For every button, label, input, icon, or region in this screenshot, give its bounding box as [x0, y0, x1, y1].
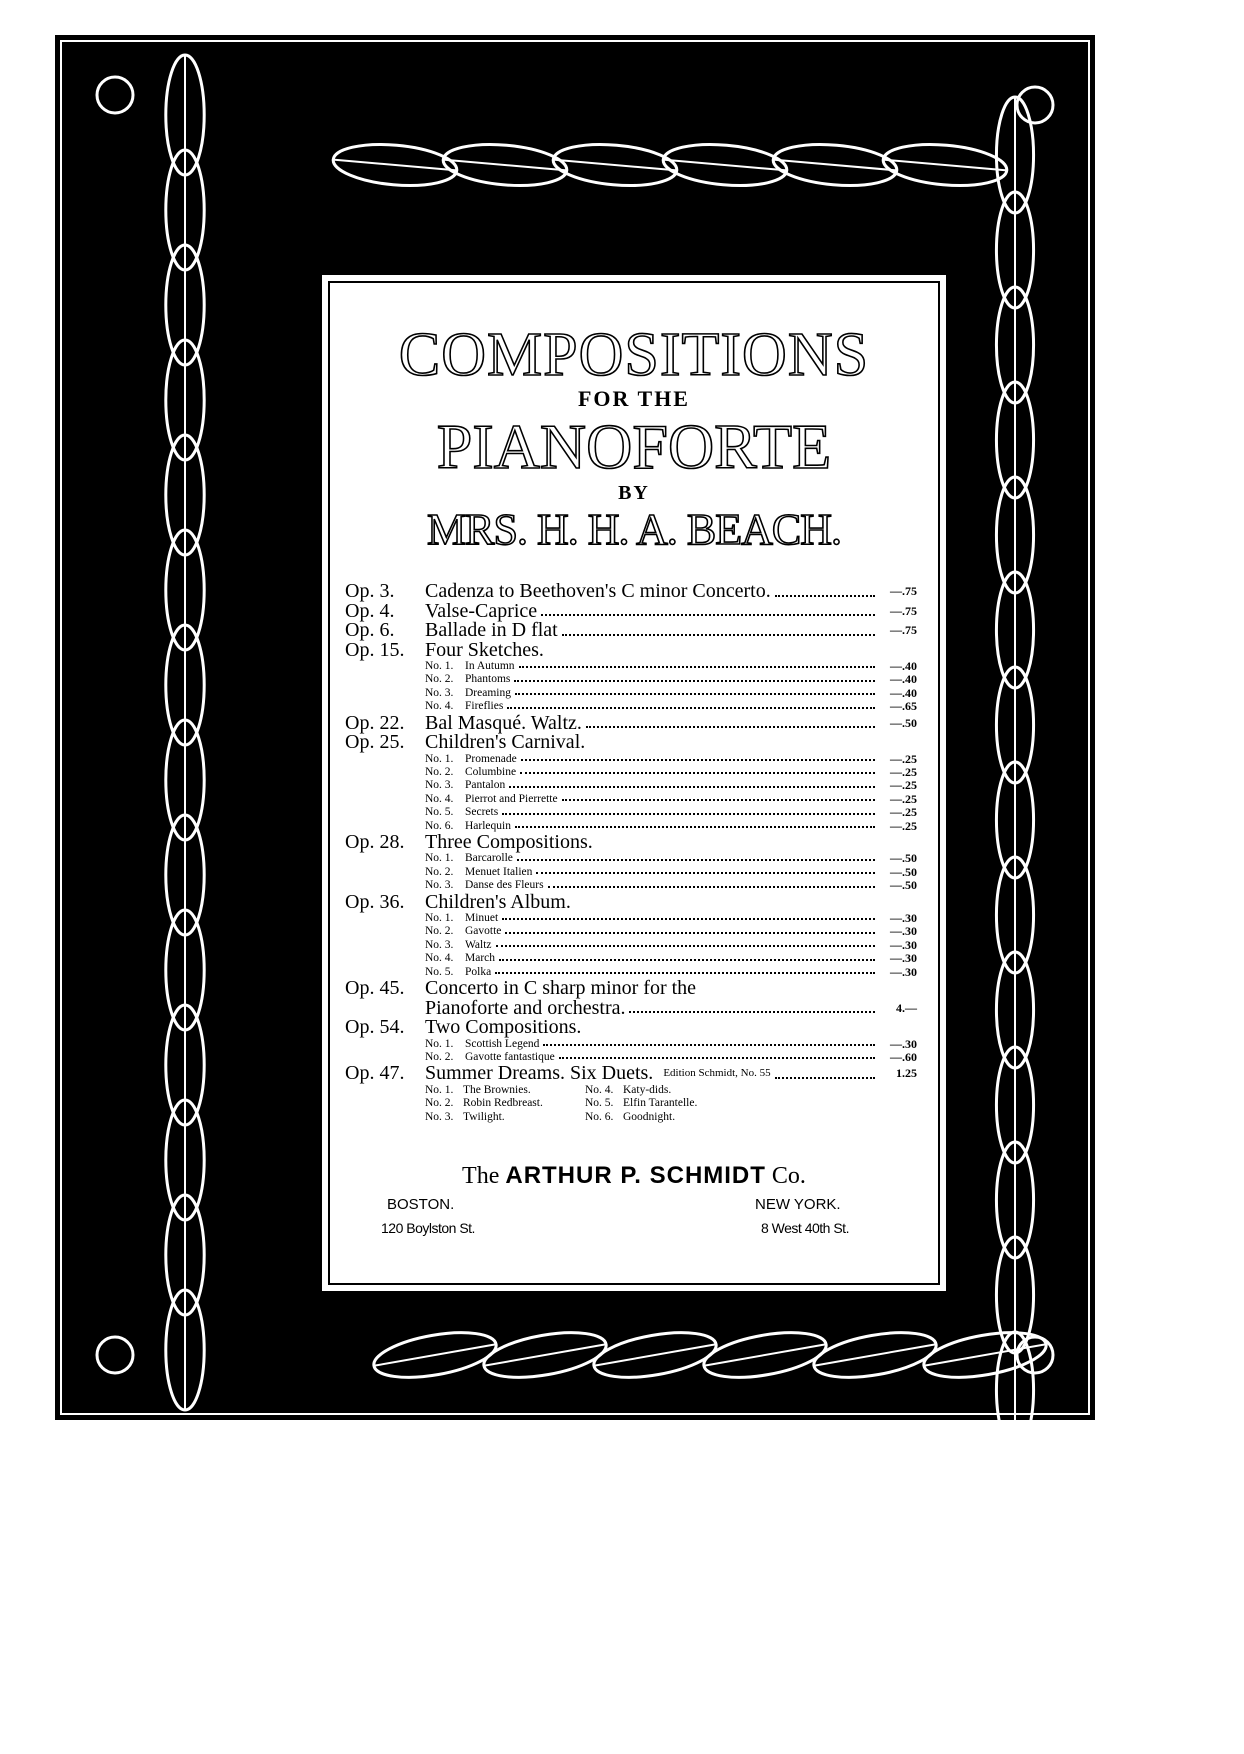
leader-dots	[519, 666, 875, 668]
price: —.25	[890, 805, 917, 820]
opus-number: Op. 4.	[345, 599, 395, 622]
item-title: In Autumn	[465, 660, 515, 672]
price: —.25	[890, 751, 917, 766]
item-title: Secrets	[465, 806, 499, 819]
sub-item-row	[345, 687, 917, 700]
leader-dots	[629, 1011, 875, 1013]
item-title: Phantoms	[465, 673, 511, 686]
sub-item-row	[345, 925, 917, 938]
sub-item-row	[345, 753, 917, 766]
item-title: Pantalon	[465, 779, 506, 792]
item-title: Dreaming	[465, 686, 511, 699]
work-row	[345, 1018, 917, 1038]
price: —.75	[890, 584, 917, 598]
leaf-icon	[552, 140, 679, 190]
leaf-icon	[370, 1325, 499, 1386]
leader-dots	[562, 799, 875, 801]
leader-dots	[515, 693, 875, 695]
work-title: Four Sketches.	[425, 638, 544, 661]
leader-dots	[517, 859, 875, 861]
leader-dots	[536, 872, 875, 874]
item-title: Barcarolle	[465, 852, 513, 865]
leaf-icon	[772, 140, 899, 190]
address-boston: 120 Boylston St.	[381, 1220, 475, 1236]
leader-dots	[514, 680, 875, 682]
sub-item-row	[345, 793, 917, 806]
opus-number: Op. 54.	[345, 1016, 405, 1039]
publisher-co: Co.	[771, 1163, 806, 1189]
price: —.25	[890, 818, 917, 833]
leaf-icon	[662, 140, 789, 190]
sub-item-row	[345, 806, 917, 819]
work-row	[345, 1064, 917, 1084]
item-number: No. 2.	[425, 1050, 454, 1063]
price: —.25	[890, 778, 917, 793]
sub-item-row	[345, 912, 917, 925]
item-number: No. 5.	[425, 965, 454, 978]
price: 1.25	[896, 1066, 917, 1081]
work-title: Summer Dreams. Six Duets.	[425, 1062, 654, 1085]
item-title: Gavotte fantastique	[465, 1050, 555, 1063]
opus-number: Op. 36.	[345, 890, 405, 913]
price: —.50	[890, 864, 917, 879]
leader-dots	[559, 1057, 875, 1059]
item-number: No. 2.	[425, 925, 454, 938]
work-row	[345, 582, 917, 602]
sub-item-row	[345, 939, 917, 952]
leader-dots	[586, 726, 875, 728]
item-number: No. 4.	[425, 700, 454, 713]
leader-dots	[502, 918, 875, 920]
duet-title: Elfin Tarantelle.	[623, 1097, 698, 1110]
duet-number: No. 6.	[585, 1111, 614, 1123]
item-title: Scottish Legend	[465, 1037, 540, 1050]
item-number: No. 2.	[425, 865, 454, 878]
title-pianoforte: PIANOFORTE	[436, 411, 832, 482]
duet-number: No. 5.	[585, 1097, 614, 1110]
sub-item-row	[345, 866, 917, 879]
item-number: No. 2.	[425, 765, 454, 778]
leaf-icon	[700, 1325, 829, 1386]
leader-dots	[507, 707, 875, 709]
edition-note: Edition Schmidt, No. 55	[663, 1067, 771, 1080]
price: —.25	[890, 764, 917, 779]
leaf-icon	[590, 1325, 719, 1386]
work-title: Ballade in D flat	[425, 619, 558, 641]
item-title: Harlequin	[465, 819, 511, 832]
leader-dots	[496, 945, 875, 947]
city-new-york: NEW YORK.	[755, 1196, 841, 1213]
item-title: Promenade	[465, 752, 517, 765]
price: —.50	[890, 878, 917, 893]
item-title: Columbine	[465, 765, 517, 778]
leaf-icon	[166, 1290, 204, 1410]
item-title: Menuet Italien	[465, 865, 533, 878]
flower-icon	[1017, 1337, 1053, 1373]
price: —.25	[890, 791, 917, 806]
item-number: No. 3.	[425, 938, 454, 951]
leader-dots	[775, 595, 875, 597]
price: —.40	[890, 659, 917, 673]
item-number: No. 1.	[425, 852, 454, 865]
duet-title: Robin Redbreast.	[463, 1097, 543, 1110]
price: —.65	[890, 699, 917, 714]
price: —.60	[890, 1049, 917, 1064]
price: —.30	[890, 937, 917, 952]
publisher-name	[325, 1162, 943, 1190]
work-row	[345, 979, 917, 999]
price: 4.—	[896, 1000, 917, 1015]
duet-title: Twilight.	[463, 1111, 505, 1123]
flower-icon	[1017, 87, 1053, 123]
publisher-the: The	[462, 1163, 500, 1189]
work-title: Children's Album.	[425, 890, 571, 913]
item-number: No. 6.	[425, 819, 454, 832]
work-row	[345, 621, 917, 641]
sub-item-row	[345, 660, 917, 673]
work-title: Bal Masqué. Waltz.	[425, 711, 582, 734]
item-title: Polka	[465, 965, 492, 978]
duet-number: No. 1.	[425, 1083, 454, 1096]
sub-item-row	[345, 766, 917, 779]
leader-dots	[502, 813, 875, 815]
leader-dots	[521, 759, 875, 761]
price: —.50	[890, 851, 917, 866]
sub-item-row	[345, 779, 917, 792]
opus-number: Op. 25.	[345, 731, 405, 754]
leader-dots	[520, 772, 875, 774]
item-title: Minuet	[465, 912, 499, 925]
sub-item-row	[345, 1038, 917, 1051]
item-number: No. 2.	[425, 673, 454, 686]
work-title: Children's Carnival.	[425, 731, 586, 754]
leader-dots	[541, 614, 875, 616]
leader-dots	[562, 634, 875, 636]
sub-item-row	[345, 852, 917, 865]
opus-number: Op. 15.	[345, 638, 405, 661]
item-title: March	[465, 952, 496, 965]
city-boston: BOSTON.	[387, 1196, 455, 1213]
sub-item-row	[345, 673, 917, 686]
item-number: No. 3.	[425, 779, 454, 792]
work-title: Concerto in C sharp minor for the	[425, 977, 697, 1000]
item-number: No. 4.	[425, 792, 454, 805]
title-for-the: FOR THE	[577, 386, 690, 411]
opus-number: Op. 3.	[345, 580, 395, 602]
item-number: No. 1.	[425, 1037, 454, 1050]
item-title: Danse des Fleurs	[465, 879, 544, 892]
duet-number: No. 3.	[425, 1111, 454, 1123]
price: —.30	[890, 911, 917, 926]
flower-icon	[97, 77, 133, 113]
item-number: No. 3.	[425, 879, 454, 892]
work-row	[345, 890, 917, 913]
work-row	[345, 830, 917, 853]
work-row	[345, 638, 917, 661]
item-title: Gavotte	[465, 925, 502, 938]
publisher-main: ARTHUR P. SCHMIDT	[505, 1162, 766, 1189]
flower-icon	[97, 1337, 133, 1373]
price: —.40	[890, 685, 917, 700]
leaf-icon	[442, 140, 569, 190]
leaf-icon	[480, 1325, 609, 1386]
composer-name: MRS. H. H. A. BEACH.	[427, 505, 841, 554]
work-title: Cadenza to Beethoven's C minor Concerto.	[425, 580, 771, 602]
price: —.40	[890, 672, 917, 687]
work-title: Three Compositions.	[425, 830, 593, 853]
item-title: Fireflies	[465, 700, 504, 713]
sub-item-row	[345, 952, 917, 965]
title-compositions: COMPOSITIONS	[398, 321, 870, 389]
leader-dots	[543, 1044, 875, 1046]
leader-dots	[775, 1077, 875, 1079]
item-title: Pierrot and Pierrette	[465, 792, 558, 805]
duet-title: Katy-dids.	[623, 1083, 672, 1096]
title-panel	[322, 275, 946, 1291]
work-title: Valse-Caprice	[425, 599, 538, 622]
opus-number: Op. 22.	[345, 711, 405, 734]
price: —.30	[890, 1036, 917, 1051]
leader-dots	[505, 932, 875, 934]
leaf-icon	[332, 140, 459, 190]
leader-dots	[499, 959, 875, 961]
item-number: No. 4.	[425, 952, 454, 965]
price: —.30	[890, 951, 917, 966]
duets-grid	[345, 1084, 917, 1125]
item-number: No. 3.	[425, 686, 454, 699]
item-title: Waltz	[465, 938, 492, 951]
work-title-continued: Pianoforte and orchestra.	[425, 996, 626, 1019]
price: —.30	[890, 924, 917, 939]
leaf-icon	[996, 1332, 1033, 1420]
opus-number: Op. 28.	[345, 830, 405, 853]
duet-title: The Brownies.	[463, 1083, 531, 1096]
price: —.50	[890, 715, 917, 730]
item-number: No. 1.	[425, 752, 454, 765]
leader-dots	[509, 786, 875, 788]
address-new-york: 8 West 40th St.	[761, 1220, 849, 1236]
works-list	[345, 582, 917, 1125]
price: —.75	[890, 603, 917, 618]
leaf-icon	[882, 140, 1009, 190]
duet-number: No. 2.	[425, 1097, 454, 1110]
leaf-icon	[810, 1325, 939, 1386]
leader-dots	[495, 972, 875, 974]
leader-dots	[548, 886, 875, 888]
item-number: No. 5.	[425, 806, 454, 819]
opus-number: Op. 45.	[345, 977, 405, 1000]
price: —.75	[890, 623, 917, 637]
duet-title: Goodnight.	[623, 1111, 676, 1123]
opus-number: Op. 47.	[345, 1062, 405, 1085]
duet-number: No. 4.	[585, 1083, 614, 1096]
opus-number: Op. 6.	[345, 619, 395, 641]
price: —.30	[890, 964, 917, 979]
work-title: Two Compositions.	[425, 1016, 582, 1039]
item-number: No. 1.	[425, 912, 454, 925]
title-by: BY	[618, 482, 650, 504]
leader-dots	[515, 826, 875, 828]
item-number: No. 1.	[425, 660, 454, 672]
work-row	[345, 733, 917, 753]
